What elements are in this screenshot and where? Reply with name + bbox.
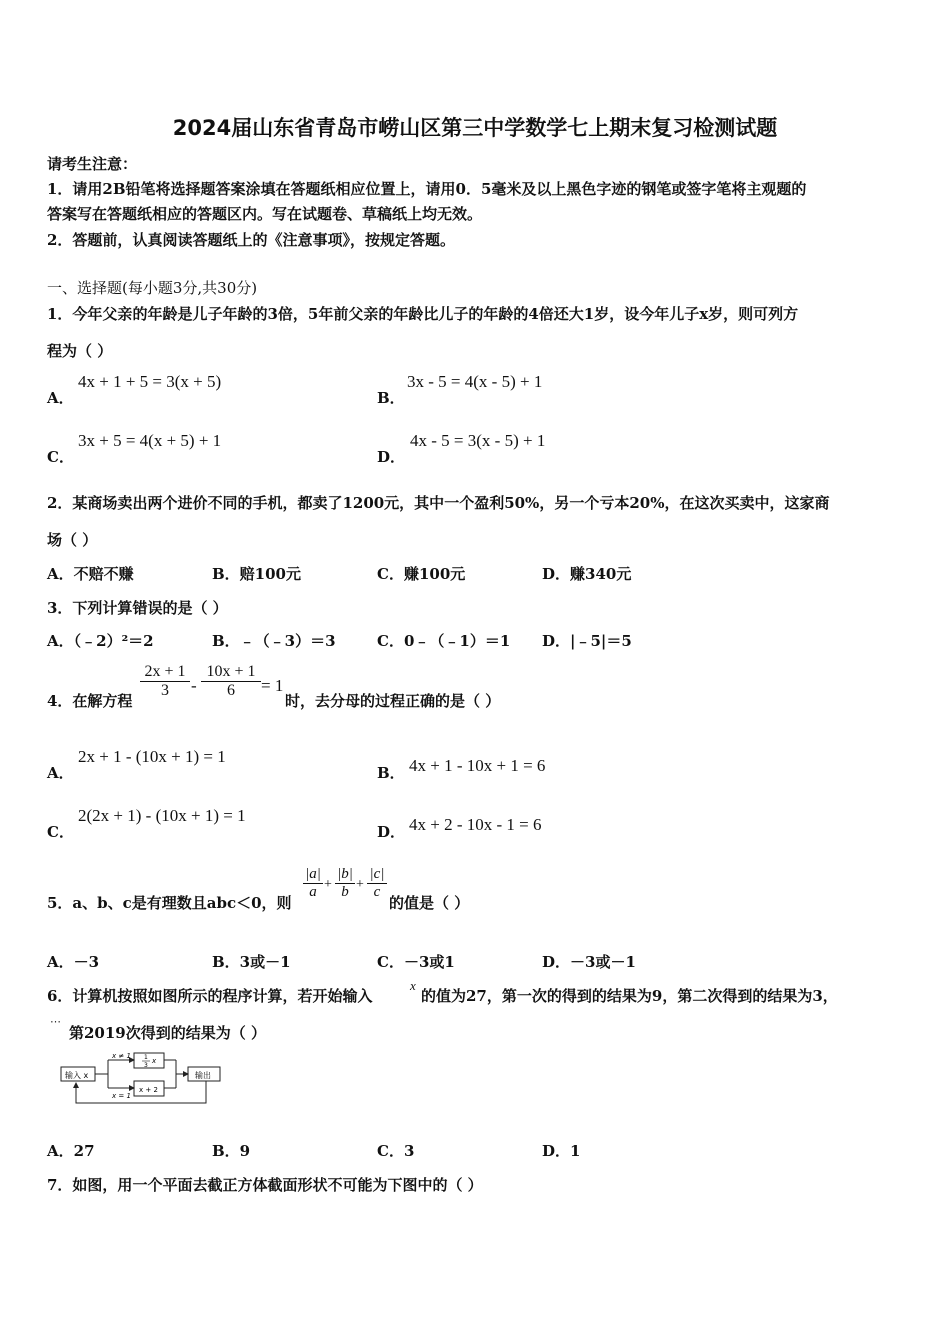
flow-box-divide-den: 3 bbox=[144, 1062, 148, 1069]
q3-stem: 3．下列计算错误的是（ ） bbox=[47, 599, 228, 617]
q5-stem-suffix: 的值是（ ） bbox=[389, 894, 470, 912]
q6-option-a: A．27 bbox=[47, 1142, 95, 1160]
q4-option-d-label: D． bbox=[377, 823, 406, 841]
q4-fraction-1 bbox=[140, 663, 190, 700]
q5-fraction-b-numerator: |b| bbox=[337, 866, 353, 882]
q6-option-b: B．9 bbox=[212, 1142, 251, 1160]
q4-fraction-1-denominator: 3 bbox=[161, 682, 169, 699]
q6-option-d: D．1 bbox=[542, 1142, 581, 1160]
q4-fraction-2 bbox=[201, 663, 261, 700]
flow-box-add-label: x + 2 bbox=[139, 1086, 158, 1094]
q2-option-a: A．不赔不赚 bbox=[47, 565, 134, 583]
q5-option-c: C．－3或1 bbox=[377, 953, 455, 971]
q4-option-b-label: B． bbox=[377, 764, 405, 782]
q4-option-c-label: C． bbox=[47, 823, 74, 841]
q5-fraction-a-denominator: a bbox=[303, 883, 323, 901]
q5-fraction-a-numerator: |a| bbox=[305, 866, 321, 882]
page-title: 2024届山东省青岛市崂山区第三中学数学七上期末复习检测试题 bbox=[172, 116, 778, 140]
q1-option-a: 4x + 1 + 5 = 3(x + 5) bbox=[78, 372, 222, 391]
flow-box-divide-num: 1 bbox=[144, 1054, 148, 1061]
q4-stem-prefix: 4．在解方程 bbox=[47, 692, 133, 710]
q2-stem-line-2: 场（ ） bbox=[47, 531, 98, 549]
q4-minus: - bbox=[191, 676, 197, 695]
q5-fraction-b-denominator: b bbox=[335, 883, 355, 901]
q6-ellipsis: ⋯ bbox=[50, 1015, 61, 1028]
q5-option-b: B．3或－1 bbox=[212, 953, 291, 971]
q4-option-a-label: A． bbox=[47, 764, 74, 782]
q5-stem-prefix: 5．a、b、c是有理数且abc＜0，则 bbox=[47, 894, 292, 912]
q6-stem-line-1b: 的值为27，第一次的得到的结果为9，第二次得到的结果为3， bbox=[421, 987, 838, 1005]
q1-option-c-label: C． bbox=[47, 448, 74, 466]
q5-fraction-c-numerator: |c| bbox=[369, 866, 385, 882]
q4-rhs: = 1 bbox=[261, 676, 284, 695]
q3-option-d: D．|﹣5|＝5 bbox=[542, 632, 632, 650]
q3-option-b: B．﹣（﹣3）＝3 bbox=[212, 632, 336, 650]
q1-stem-line-2: 程为（ ） bbox=[47, 342, 113, 360]
q1-option-b-label: B． bbox=[377, 389, 405, 407]
q4-stem-suffix: 时，去分母的过程正确的是（ ） bbox=[285, 692, 501, 710]
q6-option-c: C．3 bbox=[377, 1142, 415, 1160]
q6-stem-line-2: 第2019次得到的结果为（ ） bbox=[69, 1024, 266, 1042]
q4-fraction-2-numerator: 10x + 1 bbox=[206, 663, 256, 680]
notice-line-1: 1．请用2B铅笔将选择题答案涂填在答题纸相应位置上，请用0．5毫米及以上黑色字迹的钢笔或签字笔将主观题的 bbox=[47, 180, 807, 198]
q1-stem-line-1: 1．今年父亲的年龄是儿子年龄的3倍，5年前父亲的年龄比儿子的年龄的4倍还大1岁，设今年儿子x岁，则可列方 bbox=[47, 305, 799, 323]
flow-condition-bottom: x = 1 bbox=[112, 1092, 131, 1100]
section-heading: 一、选择题(每小题3分,共30分) bbox=[47, 279, 258, 297]
q4-fraction-1-numerator: 2x + 1 bbox=[144, 663, 186, 680]
q1-option-b: 3x - 5 = 4(x - 5) + 1 bbox=[407, 372, 543, 391]
q4-option-b: 4x + 1 - 10x + 1 = 6 bbox=[409, 756, 546, 775]
q4-option-d: 4x + 2 - 10x - 1 = 6 bbox=[409, 815, 542, 834]
q5-fraction-b bbox=[335, 866, 355, 901]
q5-plus-2: + bbox=[356, 877, 364, 892]
flow-input-label: 输入 x bbox=[65, 1071, 89, 1080]
q6-stem-line-1a: 6．计算机按照如图所示的程序计算，若开始输入 bbox=[47, 987, 373, 1005]
q5-option-d: D．－3或－1 bbox=[542, 953, 636, 971]
q1-option-d-label: D． bbox=[377, 448, 406, 466]
q2-option-b: B．赔100元 bbox=[212, 565, 301, 583]
q5-option-a: A．－3 bbox=[47, 953, 100, 971]
flow-output-label: 输出 bbox=[195, 1071, 211, 1080]
q2-option-d: D．赚340元 bbox=[542, 565, 632, 583]
q3-option-c: C．0﹣（﹣1）＝1 bbox=[377, 632, 511, 650]
q5-plus-1: + bbox=[324, 877, 332, 892]
q4-option-c: 2(2x + 1) - (10x + 1) = 1 bbox=[78, 806, 246, 825]
q7-stem: 7．如图，用一个平面去截正方体截面形状不可能为下图中的（ ） bbox=[47, 1176, 483, 1194]
q1-option-c: 3x + 5 = 4(x + 5) + 1 bbox=[78, 431, 222, 450]
q4-fraction-2-denominator: 6 bbox=[227, 682, 235, 699]
notice-line-2: 答案写在答题纸相应的答题区内。写在试题卷、草稿纸上均无效。 bbox=[47, 205, 483, 223]
q1-option-a-label: A． bbox=[47, 389, 74, 407]
q4-option-a: 2x + 1 - (10x + 1) = 1 bbox=[78, 747, 226, 766]
q6-variable-x: x bbox=[410, 978, 416, 993]
flow-condition-top: x ≠ 1 bbox=[112, 1052, 131, 1060]
q5-fraction-c-denominator: c bbox=[367, 883, 387, 901]
q5-fraction-a bbox=[303, 866, 323, 901]
q3-option-a: A．（﹣2）²＝2 bbox=[47, 632, 154, 650]
q2-stem-line-1: 2．某商场卖出两个进价不同的手机，都卖了1200元，其中一个盈利50%，另一个亏本20%，在这次买卖中，这家商 bbox=[47, 494, 830, 512]
q1-option-d: 4x - 5 = 3(x - 5) + 1 bbox=[410, 431, 546, 450]
q6-flowchart bbox=[58, 1050, 228, 1106]
notice-line-3: 2．答题前，认真阅读答题纸上的《注意事项》，按规定答题。 bbox=[47, 231, 455, 249]
q5-fraction-c bbox=[367, 866, 387, 901]
flow-box-divide bbox=[134, 1053, 164, 1068]
flow-box-divide-var: x bbox=[152, 1057, 157, 1065]
notice-heading: 请考生注意： bbox=[47, 155, 138, 173]
q2-option-c: C．赚100元 bbox=[377, 565, 466, 583]
